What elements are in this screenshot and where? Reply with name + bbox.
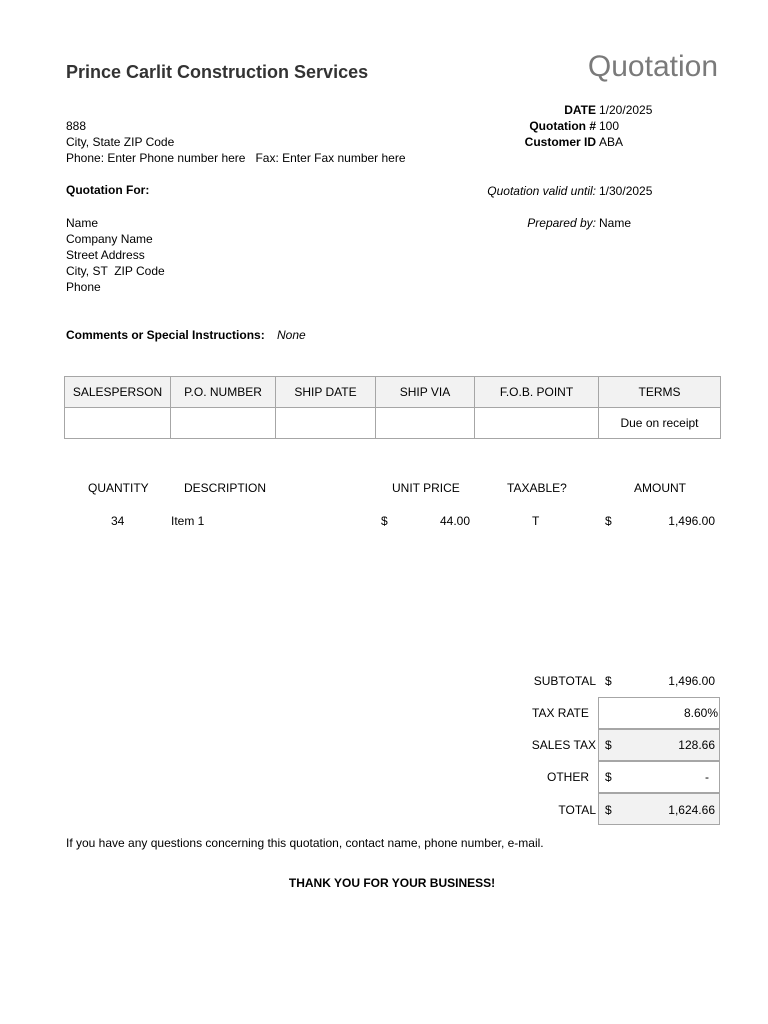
subtotal-currency: $ — [605, 674, 612, 688]
amount-header: AMOUNT — [634, 481, 686, 495]
customer-id-value: ABA — [599, 135, 624, 149]
shipping-value-row — [65, 408, 721, 439]
client-city: City, ST ZIP Code — [66, 264, 165, 278]
shipping-table — [64, 376, 721, 439]
terms-header: TERMS — [599, 377, 721, 408]
item-unit-currency: $ — [381, 514, 388, 528]
unit-price-header: UNIT PRICE — [392, 481, 460, 495]
salesperson-cell — [65, 408, 171, 439]
tax-rate-value: 8.60% — [683, 706, 718, 720]
item-amount-currency: $ — [605, 514, 612, 528]
sales-tax-currency: $ — [605, 738, 612, 752]
company-name: Prince Carlit Construction Services — [66, 62, 369, 82]
po-number-cell — [171, 408, 276, 439]
client-phone: Phone — [66, 280, 101, 294]
subtotal-value: 1,496.00 — [668, 674, 715, 688]
document-title: Quotation — [587, 50, 718, 83]
thank-you-note: THANK YOU FOR YOUR BUSINESS! — [288, 876, 496, 890]
contact-note: If you have any questions concerning this quotation, contact name, phone number, e-mail. — [66, 836, 544, 850]
ship-via-header: SHIP VIA — [376, 377, 475, 408]
total-label: TOTAL — [558, 803, 596, 817]
description-header: DESCRIPTION — [184, 481, 267, 495]
sales-tax-value: 128.66 — [678, 738, 715, 752]
quote-number-value: 100 — [599, 119, 620, 133]
total-currency: $ — [605, 803, 612, 817]
client-company: Company Name — [66, 232, 153, 246]
fob-point-header: F.O.B. POINT — [475, 377, 599, 408]
shipping-header-row — [65, 377, 721, 408]
prepared-by-value: Name — [599, 216, 632, 230]
other-currency: $ — [605, 770, 612, 784]
ship-via-cell — [376, 408, 475, 439]
salesperson-header: SALESPERSON — [65, 377, 171, 408]
sales-tax-label: SALES TAX — [531, 738, 596, 752]
comments-value: None — [277, 328, 306, 342]
other-value: - — [705, 770, 709, 784]
item-amount: 1,496.00 — [668, 514, 715, 528]
address-line-2: City, State ZIP Code — [66, 135, 175, 149]
comments-label: Comments or Special Instructions: — [66, 328, 265, 342]
prepared-by-label: Prepared by: — [527, 216, 596, 230]
item-description: Item 1 — [171, 514, 205, 528]
date-label: DATE — [564, 103, 596, 117]
customer-id-label: Customer ID — [524, 135, 596, 149]
valid-until-value: 1/30/2025 — [599, 184, 653, 198]
tax-rate-label: TAX RATE — [532, 706, 589, 720]
other-box — [598, 761, 720, 793]
total-value: 1,624.66 — [668, 803, 715, 817]
item-quantity: 34 — [111, 514, 125, 528]
other-label: OTHER — [547, 770, 589, 784]
client-name: Name — [66, 216, 99, 230]
address-line-1: 888 — [66, 119, 87, 133]
quantity-header: QUANTITY — [88, 481, 149, 495]
quote-number-label: Quotation # — [529, 119, 596, 133]
item-unit-price: 44.00 — [439, 514, 470, 528]
ship-date-header: SHIP DATE — [276, 377, 376, 408]
po-number-header: P.O. NUMBER — [171, 377, 276, 408]
client-street: Street Address — [66, 248, 145, 262]
fob-point-cell — [475, 408, 599, 439]
valid-until-label: Quotation valid until: — [487, 184, 596, 198]
terms-cell: Due on receipt — [599, 408, 721, 439]
taxable-header: TAXABLE? — [507, 481, 567, 495]
quotation-for-label: Quotation For: — [66, 183, 150, 197]
item-taxable: T — [532, 514, 540, 528]
phone-fax-line: Phone: Enter Phone number here Fax: Enter Fax number here — [66, 151, 406, 165]
date-value: 1/20/2025 — [599, 103, 653, 117]
ship-date-cell — [276, 408, 376, 439]
subtotal-label: SUBTOTAL — [533, 674, 596, 688]
